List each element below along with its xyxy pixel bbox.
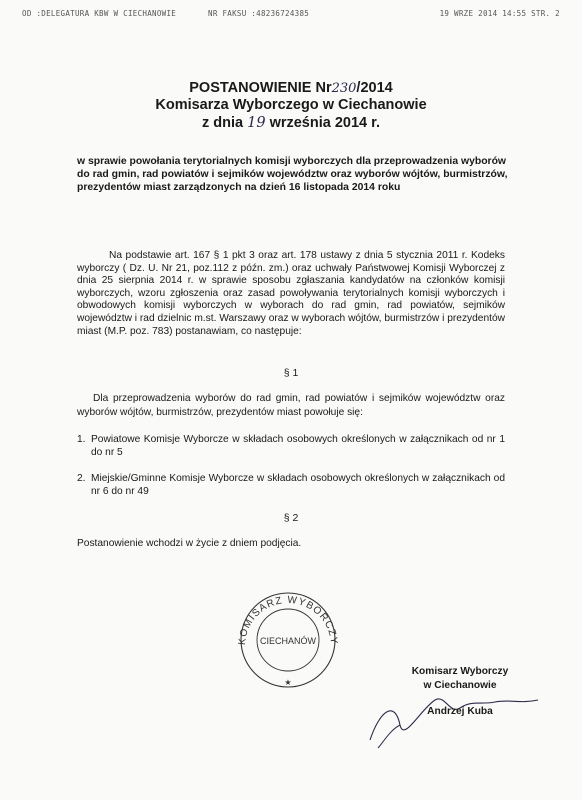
fax-timestamp: 19 WRZE 2014 14:55 STR. 2: [439, 9, 560, 18]
section-1-mark: § 1: [283, 367, 299, 379]
stamp-ring-text: KOMISARZ WYBORCZY: [236, 594, 340, 646]
list-item-text: Powiatowe Komisje Wyborcze w składach osobowych określonych w załącznikach od nr 1 do nr 5: [91, 434, 505, 458]
fax-sender: OD :DELEGATURA KBW W CIECHANOWIE: [22, 9, 177, 18]
section-2-mark: § 2: [283, 512, 299, 524]
list-item-number: 2.: [77, 473, 86, 484]
section-2-text: Postanowienie wchodzi w życie z dniem podjęcia.: [77, 538, 302, 549]
list-item: [77, 472, 505, 500]
issuer-line: Komisarza Wyborczego w Ciechanowie: [155, 97, 427, 113]
date-line: z dnia 19 września 2014 r.: [201, 115, 381, 131]
document-title: POSTANOWIENIE Nr230/2014: [189, 80, 393, 96]
stamp-star-icon: ★: [284, 678, 292, 687]
list-item: [77, 433, 505, 461]
handwritten-day: 19: [247, 115, 266, 131]
signatory-office: w Ciechanowie: [423, 680, 497, 691]
signatory-title: Komisarz Wyborczy: [411, 666, 509, 677]
fax-number: NR FAKSU :48236724385: [208, 9, 310, 18]
signatory-name: Andrzej Kuba: [427, 706, 493, 717]
list-item-number: 1.: [77, 434, 86, 445]
legal-basis-paragraph: Na podstawie art. 167 § 1 pkt 3 oraz art. 178 ustawy z dnia 5 stycznia 2011 r. Kodeks wyborczy ( Dz. U. Nr 21, poz.112 z późn. zm.) oraz uchwały Państwowej Komisji Wyborczej z dnia 25 sierpnia 2014 r. w sprawie sposobu zgłaszania kandydatów na członków komisji wyborczych, wzoru zgłoszenia oraz zasad powoływania terytorialnych komisji wyborczych i obwodowych komisji wyborczych w wyborach do rad gmin, rad powiatów, sejmików województw i rad dzielnic m.st. Warszawy oraz w wyborach wójtów, burmistrzów i prezydentów miast (M.P. poz. 783) postanawiam, co następuje:: [77, 250, 505, 337]
signature-block: [380, 665, 540, 719]
list-item-text: Miejskie/Gminne Komisje Wyborcze w składach osobowych określonych w załącznikach od nr 6 do nr 49: [91, 473, 505, 497]
section-1-intro: Dla przeprowadzenia wyborów do rad gmin, rad powiatów i sejmików województw oraz wyborów wójtów, burmistrzów, prezydentów miast powołuje się:: [77, 393, 505, 418]
stamp-center-text: CIECHANÓW: [260, 636, 316, 646]
official-stamp: [228, 588, 348, 690]
subject-text: w sprawie powołania terytorialnych komisji wyborczych dla przeprowadzenia wyborów do rad gmin, rad powiatów i sejmików województw oraz wyborów wójtów, burmistrzów, prezydentów miast zarządzonych na dzień 16 listopada 2014 roku: [77, 156, 508, 193]
handwritten-number: 230: [331, 81, 357, 96]
